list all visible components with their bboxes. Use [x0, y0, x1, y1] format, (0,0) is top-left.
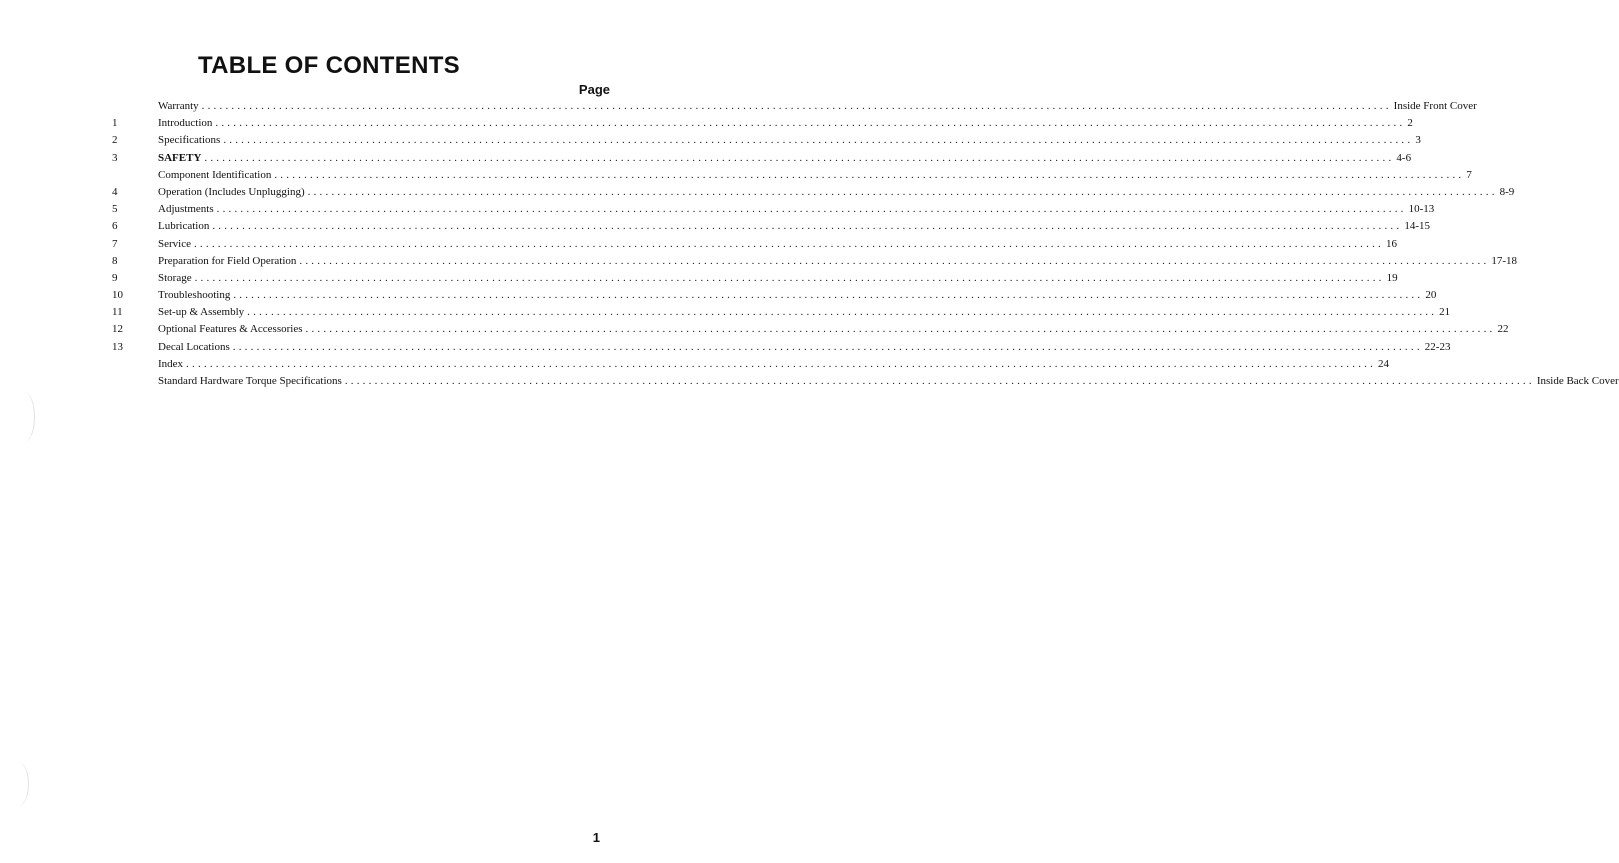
toc-page-ref: 16	[1385, 237, 1397, 250]
toc-row	[112, 98, 1477, 115]
toc-entry-title: Decal Locations	[158, 340, 230, 353]
toc-row	[112, 218, 1430, 235]
toc-entry-title: SAFETY	[158, 151, 202, 164]
toc-entry	[158, 236, 1397, 253]
toc-entry-title: Set-up & Assembly	[158, 306, 245, 319]
toc-entry	[158, 356, 1390, 373]
dot-leader: ........................................................................................................................................................................................................	[212, 220, 1403, 233]
dot-leader: ........................................................................................................................................................................................................	[201, 100, 1392, 112]
toc-page-ref: 10-13	[1408, 203, 1435, 216]
toc-entry-title: Lubrication	[158, 220, 210, 233]
toc-entry	[158, 150, 1412, 167]
dot-leader: ........................................................................................................................................................................................................	[299, 254, 1490, 267]
toc-entry	[158, 218, 1430, 235]
dot-leader: ........................................................................................................................................................................................................	[233, 289, 1424, 302]
toc-entry-title: Operation (Includes Unplugging)	[158, 185, 305, 198]
toc-row	[112, 339, 1451, 356]
toc-row	[112, 201, 1435, 218]
dot-leader: ........................................................................................................................................................................................................	[305, 323, 1496, 336]
dot-leader: ........................................................................................................................................................................................................	[223, 134, 1414, 147]
toc-page-ref: 8-9	[1499, 185, 1515, 198]
toc-page-ref: 21	[1439, 306, 1451, 319]
toc-entry	[158, 287, 1437, 304]
toc-entry	[158, 339, 1451, 356]
dot-leader: ........................................................................................................................................................................................................	[186, 357, 1377, 370]
toc-page-ref: 4-6	[1396, 151, 1412, 164]
toc-section-number: 9	[112, 271, 118, 284]
toc-row	[112, 356, 1390, 373]
toc-section-number: 6	[112, 220, 118, 233]
dot-leader: ........................................................................................................................................................................................................	[247, 306, 1438, 319]
toc-entry	[158, 304, 1451, 321]
toc-entry	[158, 270, 1398, 287]
toc-page-ref: 17-18	[1491, 254, 1518, 267]
toc-row	[112, 167, 1472, 184]
toc-entry-title: Warranty	[158, 100, 199, 112]
toc-page-ref: 3	[1415, 134, 1421, 147]
toc-entry-title: Service	[158, 237, 191, 250]
toc-section-number: 10	[112, 289, 123, 302]
toc-section-number: 8	[112, 254, 118, 267]
toc-entry	[158, 132, 1421, 149]
toc-entry	[158, 201, 1435, 218]
toc-row	[112, 270, 1398, 287]
dot-leader: ........................................................................................................................................................................................................	[344, 375, 1535, 387]
toc-section-number: 7	[112, 237, 118, 250]
dot-leader: ........................................................................................................................................................................................................	[193, 237, 1384, 250]
toc-entry-title: Storage	[158, 271, 192, 284]
toc-row	[112, 115, 1413, 132]
toc-entry	[158, 253, 1518, 270]
toc-row	[112, 373, 1619, 390]
toc-section-number: 4	[112, 185, 118, 198]
toc-section-number: 11	[112, 306, 123, 319]
toc-entry-title: Standard Hardware Torque Specifications	[158, 375, 342, 387]
toc-section-number: 2	[112, 134, 118, 147]
page-number: 1	[592, 830, 600, 845]
dot-leader: ........................................................................................................................................................................................................	[307, 185, 1498, 198]
toc-entry-title: Preparation for Field Operation	[158, 254, 297, 267]
toc-entry-title: Optional Features & Accessories	[158, 323, 303, 336]
dot-leader: ........................................................................................................................................................................................................	[232, 340, 1423, 353]
toc-section-number: 3	[112, 151, 118, 164]
toc-section-number: 13	[112, 340, 123, 353]
toc-page-ref: 24	[1378, 357, 1390, 370]
toc-section-number: 12	[112, 323, 123, 336]
toc-row	[112, 184, 1515, 201]
toc-entry	[158, 115, 1413, 132]
toc-entry	[158, 373, 1619, 390]
toc-page-ref: 22	[1497, 323, 1509, 336]
toc-page-ref: 19	[1386, 271, 1398, 284]
toc-section-number: 5	[112, 203, 118, 216]
dot-leader: ........................................................................................................................................................................................................	[216, 203, 1407, 216]
toc-entry	[158, 167, 1472, 184]
scan-artifact	[14, 392, 35, 442]
toc-row	[112, 253, 1518, 270]
toc-row	[112, 132, 1421, 149]
toc-entry	[158, 184, 1515, 201]
toc-page-ref: Inside Back Cover	[1536, 375, 1619, 387]
toc-section-number: 1	[112, 117, 118, 130]
toc-page-ref: 7	[1466, 168, 1472, 181]
toc-row	[112, 287, 1437, 304]
toc-row	[112, 150, 1412, 167]
dot-leader: ........................................................................................................................................................................................................	[204, 151, 1395, 164]
scan-artifact	[8, 762, 29, 806]
toc-page-ref: Inside Front Cover	[1393, 100, 1477, 112]
toc-entry-title: Troubleshooting	[158, 289, 231, 302]
page-column-label: Page	[578, 82, 610, 97]
toc-entry-title: Index	[158, 357, 184, 370]
toc-page-ref: 20	[1425, 289, 1437, 302]
page-title: TABLE OF CONTENTS	[198, 52, 460, 79]
toc-row	[112, 236, 1397, 253]
toc-row	[112, 304, 1451, 321]
toc-page-ref: 22-23	[1424, 340, 1451, 353]
toc-row	[112, 321, 1509, 338]
toc-entry-title: Component Identification	[158, 168, 272, 181]
toc-entry-title: Specifications	[158, 134, 221, 147]
toc-entry-title: Adjustments	[158, 203, 214, 216]
dot-leader: ........................................................................................................................................................................................................	[215, 117, 1406, 130]
toc-page-ref: 14-15	[1404, 220, 1430, 233]
toc-entry-title: Introduction	[158, 117, 213, 130]
table-of-contents	[112, 98, 1619, 390]
toc-entry	[158, 321, 1509, 338]
toc-entry	[158, 98, 1477, 115]
dot-leader: ........................................................................................................................................................................................................	[194, 271, 1385, 284]
toc-page-ref: 2	[1407, 117, 1413, 130]
dot-leader: ........................................................................................................................................................................................................	[274, 168, 1465, 181]
